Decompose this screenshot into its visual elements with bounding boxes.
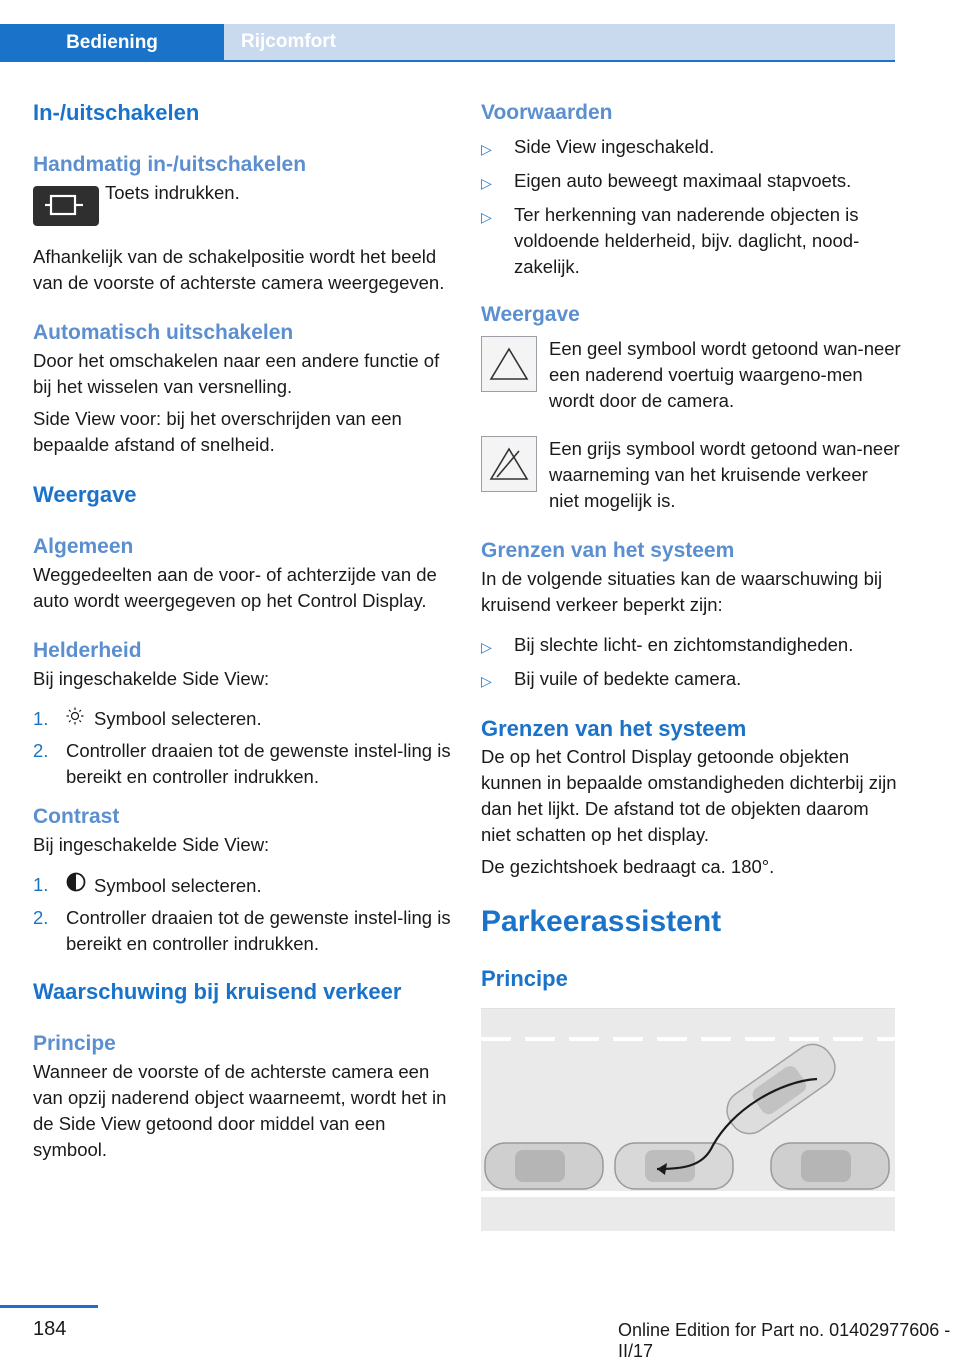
heading-conditions: Voorwaarden [481,101,613,124]
principle-paragraph: Wanneer de voorste of de achterste camera een van opzij naderend object waarneemt, wordt het in de Side View getoond door middel van een symbool. [33,1061,447,1160]
chapter-tabs [0,24,895,62]
heading-auto-off: Automatisch uitschakelen [33,321,294,344]
limits1-intro: In de volgende situaties kan de waarschuwing bij kruisend verkeer beperkt zijn: [481,568,883,615]
list-item [33,905,451,957]
step-number: 2. [33,907,49,928]
step-text: Controller draaien tot de gewenste instel-ling is bereikt en controller indrukken. [66,740,451,787]
grey-symbol-text: Een grijs symbool wordt getoond wan-neer waarneming van het kruisende verkeer niet mogelijk is. [549,438,900,511]
contrast-icon [66,872,94,899]
step-number: 1. [33,708,49,729]
parked-car-center [615,1143,733,1189]
heading-onoff: In-/uitschakelen [33,100,200,125]
contrast-steps [33,872,451,957]
heading-principle: Principe [33,1032,116,1055]
tab-bediening[interactable]: Bediening [0,24,224,62]
step-text: Controller draaien tot de gewenste instel-ling is bereikt en controller indrukken. [66,907,451,954]
yellow-symbol-text: Een geel symbool wordt getoond wan-neer een naderend voertuig waargeno-men wordt door de camera. [549,338,901,411]
heading-contrast: Contrast [33,805,120,828]
conditions-list [481,134,901,280]
list-item [481,134,901,162]
list-item-text: Eigen auto beweegt maximaal stapvoets. [514,170,852,191]
bullet-triangle-icon: ▷ [481,175,492,191]
heading-display: Weergave [33,482,137,507]
left-column [33,98,451,1163]
warning-triangle-crossed-icon [481,436,537,492]
step-text: Symbool selecteren. [94,708,262,729]
heading-display-right: Weergave [481,303,580,326]
grey-symbol-row [481,436,901,514]
yellow-symbol-row [481,336,901,414]
heading-park-principle: Principe [481,966,568,991]
limits2-paragraph-1: De op het Control Display getoonde objekten kunnen in bepaalde omstandigheden dichterbij zijn dan het lijkt. De afstand tot de objekten daarom niet schatten op het display. [481,746,897,845]
bullet-triangle-icon: ▷ [481,639,492,655]
page-number: 184 [33,1318,67,1340]
heading-brightness: Helderheid [33,639,142,662]
list-item [481,632,901,660]
step-text: Symbool selecteren. [94,875,262,896]
bullet-triangle-icon: ▷ [481,673,492,689]
heading-cross-traffic: Waarschuwing bij kruisend verkeer [33,979,402,1004]
list-item-text: Ter herkenning van naderende objecten is voldoende helderheid, bijv. daglicht, nood-zakelijk. [514,204,860,277]
brightness-steps [33,706,451,790]
step-number: 2. [33,740,49,761]
footer-accent-line [0,1305,98,1308]
brightness-intro: Bij ingeschakelde Side View: [33,668,270,689]
manual-instruction [33,180,451,230]
warning-triangle-icon [481,336,537,392]
heading-manual: Handmatig in-/uitschakelen [33,153,307,176]
limits1-list [481,632,901,694]
parked-car-right [771,1143,889,1189]
auto-paragraph-1: Door het omschakelen naar een andere functie of bij het wisselen van versnelling. [33,350,440,397]
list-item [33,738,451,790]
list-item-text: Bij vuile of bedekte camera. [514,668,742,689]
edition-text: Online Edition for Part no. 01402977606 - II/17 [618,1320,951,1361]
bullet-triangle-icon: ▷ [481,209,492,225]
general-paragraph: Weggedeelten aan de voor- of achterzijde van de auto wordt weergegeven op het Control Display. [33,564,437,611]
heading-park-assist: Parkeerassistent [481,905,722,938]
list-item [33,872,451,899]
limits2-paragraph-2: De gezichtshoek bedraagt ca. 180°. [481,856,775,877]
step-number: 1. [33,874,49,895]
heading-limits-2: Grenzen van het systeem [481,716,747,741]
auto-paragraph-2: Side View voor: bij het overschrijden van een bepaalde afstand of snelheid. [33,408,402,455]
list-item [481,202,901,280]
brightness-icon [66,706,94,732]
contrast-intro: Bij ingeschakelde Side View: [33,834,270,855]
tab-rijcomfort[interactable] [224,24,895,62]
bullet-triangle-icon: ▷ [481,141,492,157]
manual-paragraph: Afhankelijk van de schakelpositie wordt het beeld van de voorste of achterste camera weergegeven. [33,246,445,293]
parked-car-left [485,1143,603,1189]
heading-general: Algemeen [33,535,134,558]
right-column [481,98,901,1231]
list-item [33,706,451,732]
heading-limits-1: Grenzen van het systeem [481,539,735,562]
list-item [481,666,901,694]
list-item [481,168,901,196]
side-view-button-icon [33,180,99,230]
parking-illustration [481,1008,895,1231]
list-item-text: Side View ingeschakeld. [514,136,715,157]
list-item-text: Bij slechte licht- en zichtomstandigheden. [514,634,854,655]
tab-rijcomfort-label: Rijcomfort [241,31,336,52]
manual-text: Toets indrukken. [105,182,240,203]
